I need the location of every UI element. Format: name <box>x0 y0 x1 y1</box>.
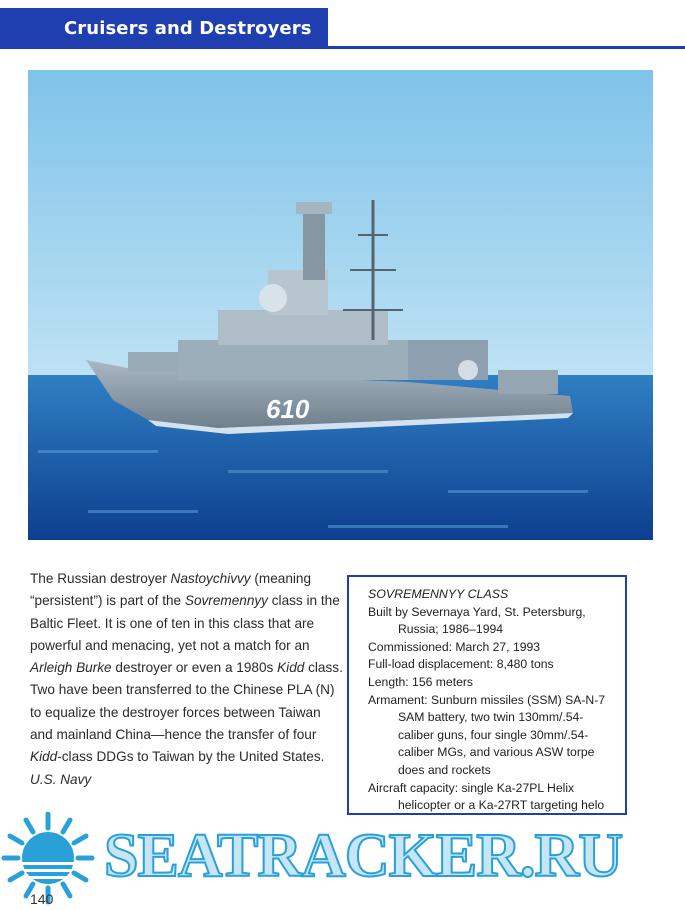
spec-title: SOVREMENNYY CLASS <box>368 587 509 601</box>
photo-credit: U.S. Navy <box>30 771 92 787</box>
spec-armament-cont: caliber guns, four single 30mm/.54- <box>398 727 589 742</box>
spec-armament-cont: does and rockets <box>398 762 491 777</box>
destroyer-photo <box>28 70 653 540</box>
spec-commissioned: Commissioned: March 27, 1993 <box>368 639 541 654</box>
hull-number: 610 <box>266 394 310 424</box>
spec-aircraft: Aircraft capacity: single Ka-27PL Helix <box>368 780 575 795</box>
watermark-text: SEATRACKER.RU <box>104 822 623 890</box>
spec-armament: Armament: Sunburn missiles (SSM) SA-N-7 <box>368 692 606 707</box>
spec-aircraft-cont: helicopter or a Ka-27RT targeting helo <box>398 798 605 813</box>
section-header <box>0 0 685 48</box>
spec-armament-cont: caliber MGs, and various ASW torpe <box>398 745 595 760</box>
spec-built: Built by Severnaya Yard, St. Petersburg, <box>368 604 586 619</box>
photo-caption: The Russian destroyer Nastoychivvy (meaning “persistent”) is part of the Sovremennyy class in the Baltic Fleet. It is one of ten in this class that are powerful and menacing, yet not a match for an Arleigh Burke destroyer or even a 1980s Kidd class. Two have been transferred to the Chinese PLA (N) to equalize the destroyer forces between Taiwan and mainland China—hence the transfer of four Kidd-class DDGs to Taiwan by the United States. U.S. Navy <box>30 571 343 787</box>
section-title: Cruisers and Destroyers <box>64 18 312 39</box>
spec-box <box>347 575 627 815</box>
spec-armament-cont: SAM battery, two twin 130mm/.54- <box>398 710 584 725</box>
spec-length: Length: 156 meters <box>368 674 474 689</box>
spec-displacement: Full-load displacement: 8,480 tons <box>368 657 554 672</box>
spec-built-cont: Russia; 1986–1994 <box>398 622 504 637</box>
page-number: 140 <box>30 891 54 907</box>
ship-illustration <box>28 70 653 540</box>
